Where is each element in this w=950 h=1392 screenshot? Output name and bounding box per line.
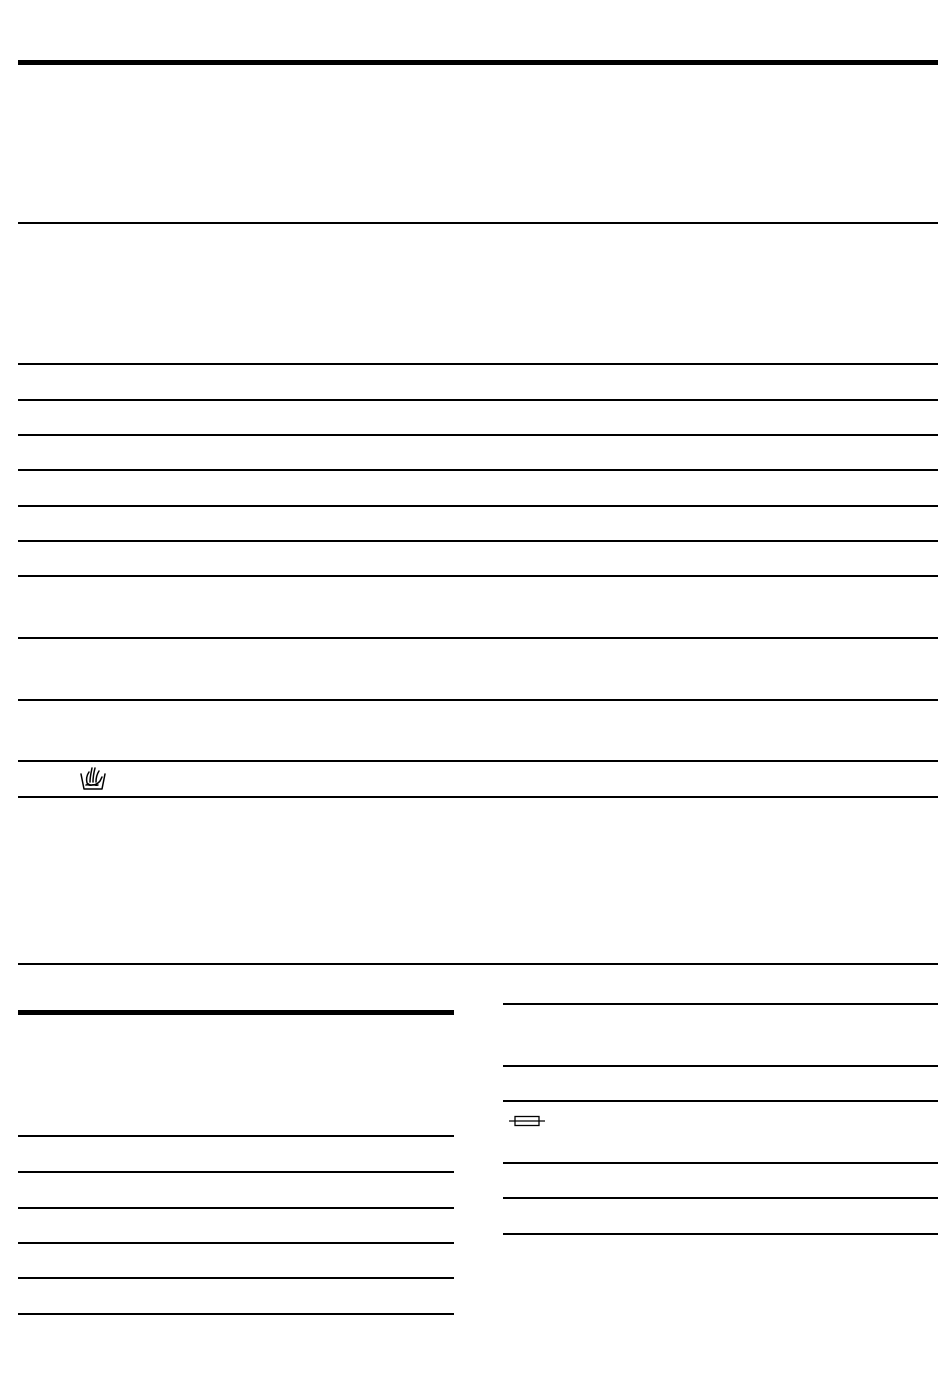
main-table-row-rule xyxy=(18,760,938,762)
hand-wash-basin-icon xyxy=(79,764,107,792)
left-table-row-rule xyxy=(18,1135,454,1137)
main-table-row-rule xyxy=(18,434,938,436)
left-table-row-rule xyxy=(18,1242,454,1244)
left-section-heavy-rule xyxy=(18,1010,454,1015)
main-table-row-rule xyxy=(18,637,938,639)
main-table-row-rule xyxy=(18,796,938,798)
left-table-row-rule xyxy=(18,1207,454,1209)
main-table-row-rule xyxy=(18,469,938,471)
main-table-row-rule xyxy=(18,540,938,542)
main-table-row-rule xyxy=(18,699,938,701)
main-table-row-rule xyxy=(18,399,938,401)
right-table-row-rule xyxy=(503,1100,938,1102)
main-table-header-rule xyxy=(18,222,938,224)
main-table-row-rule xyxy=(18,575,938,577)
main-table-row-rule xyxy=(18,505,938,507)
right-table-row-rule xyxy=(503,1197,938,1199)
fuse-icon xyxy=(509,1114,545,1128)
section-top-heavy-rule xyxy=(18,60,938,65)
right-table-row-rule xyxy=(503,1065,938,1067)
left-table-row-rule xyxy=(18,1171,454,1173)
main-table-row-rule xyxy=(18,363,938,365)
right-table-row-rule xyxy=(503,1162,938,1164)
right-table-bottom-rule xyxy=(503,1233,938,1235)
left-table-row-rule xyxy=(18,1277,454,1279)
main-table-bottom-rule xyxy=(18,963,938,965)
left-table-bottom-rule xyxy=(18,1313,454,1315)
right-table-top-rule xyxy=(503,1003,938,1005)
